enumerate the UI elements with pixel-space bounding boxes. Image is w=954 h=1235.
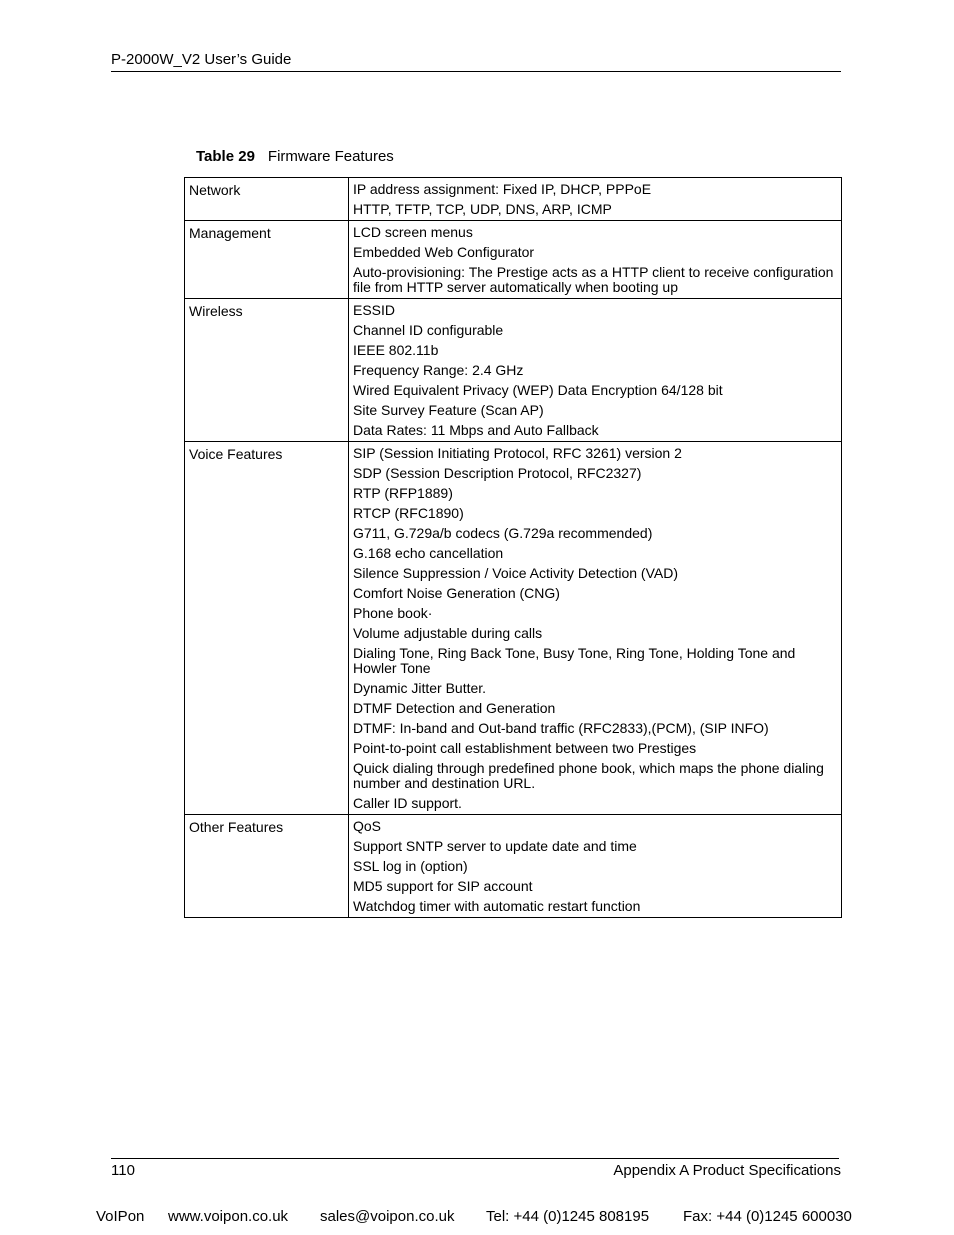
table-caption-label: Table 29: [196, 148, 255, 165]
feature-item: G711, G.729a/b codecs (G.729a recommended): [353, 525, 653, 541]
features-cell: [349, 442, 842, 815]
feature-item: DTMF: In-band and Out-band traffic (RFC2833),(PCM), (SIP INFO): [353, 720, 769, 736]
features-cell: [349, 299, 842, 442]
features-cell: [349, 815, 842, 918]
feature-item: IP address assignment: Fixed IP, DHCP, PPPoE: [353, 181, 652, 197]
feature-item: DTMF Detection and Generation: [353, 700, 556, 716]
firmware-features-table: [184, 177, 842, 918]
features-table-body: [185, 178, 842, 918]
category-label: Management: [189, 225, 271, 241]
feature-item: Dialing Tone, Ring Back Tone, Busy Tone, Ring Tone, Holding Tone and Howler Tone: [353, 645, 796, 676]
feature-item: RTP (RFP1889): [353, 485, 453, 501]
feature-item: MD5 support for SIP account: [353, 878, 533, 894]
category-label: Network: [189, 182, 241, 198]
feature-item: Embedded Web Configurator: [353, 244, 535, 260]
table-row: [185, 178, 842, 221]
category-cell: [185, 221, 349, 299]
category-label: Voice Features: [189, 446, 283, 462]
table-row: [185, 442, 842, 815]
category-cell: [185, 299, 349, 442]
page-number: 110: [111, 1162, 135, 1179]
feature-item: Comfort Noise Generation (CNG): [353, 585, 560, 601]
features-cell: [349, 178, 842, 221]
footer-section-name: Appendix A Product Specifications: [613, 1162, 841, 1179]
feature-item: LCD screen menus: [353, 224, 473, 240]
category-cell: [185, 815, 349, 918]
table-row: [185, 221, 842, 299]
footer-rule: [111, 1158, 839, 1159]
table-caption-text: Firmware Features: [267, 148, 394, 165]
feature-item: ESSID: [353, 302, 396, 318]
category-label: Wireless: [189, 303, 243, 319]
feature-item: Frequency Range: 2.4 GHz: [353, 362, 524, 378]
feature-item: RTCP (RFC1890): [353, 505, 464, 521]
feature-item: Quick dialing through predefined phone book, which maps the phone dialing number and destination URL.: [353, 760, 824, 791]
vendor-telephone: Tel: +44 (0)1245 808195: [486, 1208, 650, 1225]
feature-item: Data Rates: 11 Mbps and Auto Fallback: [353, 422, 599, 438]
vendor-fax: Fax: +44 (0)1245 600030: [683, 1208, 852, 1225]
feature-item: IEEE 802.11b: [353, 342, 439, 358]
category-cell: [185, 442, 349, 815]
table-row: [185, 815, 842, 918]
vendor-email-link[interactable]: sales@voipon.co.uk: [320, 1208, 455, 1225]
feature-item: HTTP, TFTP, TCP, UDP, DNS, ARP, ICMP: [353, 201, 612, 217]
feature-item: Volume adjustable during calls: [353, 625, 543, 641]
vendor-website-link[interactable]: www.voipon.co.uk: [168, 1208, 289, 1225]
feature-item: Wired Equivalent Privacy (WEP) Data Encryption 64/128 bit: [353, 382, 723, 398]
feature-item: SDP (Session Description Protocol, RFC2327): [353, 465, 642, 481]
feature-item: Support SNTP server to update date and time: [353, 838, 637, 854]
feature-item: SSL log in (option): [353, 858, 468, 874]
feature-item: Caller ID support.: [353, 795, 462, 811]
category-label: Other Features: [189, 819, 284, 835]
feature-item: Phone book·: [353, 605, 433, 621]
table-row: [185, 299, 842, 442]
feature-item: QoS: [353, 818, 382, 834]
feature-item: Point-to-point call establishment between two Prestiges: [353, 740, 697, 756]
feature-item: Silence Suppression / Voice Activity Detection (VAD): [353, 565, 679, 581]
header-rule: [111, 71, 841, 72]
feature-item: SIP (Session Initiating Protocol, RFC 3261) version 2: [353, 445, 682, 461]
feature-item: Dynamic Jitter Butter.: [353, 680, 487, 696]
features-cell: [349, 221, 842, 299]
category-cell: [185, 178, 349, 221]
feature-item: Auto-provisioning: The Prestige acts as a HTTP client to receive configuration file from HTTP server automatically when booting up: [353, 264, 834, 295]
feature-item: G.168 echo cancellation: [353, 545, 504, 561]
running-header-title: P-2000W_V2 User’s Guide: [111, 51, 292, 68]
vendor-name: VoIPon: [96, 1208, 145, 1225]
feature-item: Site Survey Feature (Scan AP): [353, 402, 544, 418]
table-caption: [196, 148, 394, 166]
feature-item: Channel ID configurable: [353, 322, 504, 338]
feature-item: Watchdog timer with automatic restart function: [353, 898, 641, 914]
